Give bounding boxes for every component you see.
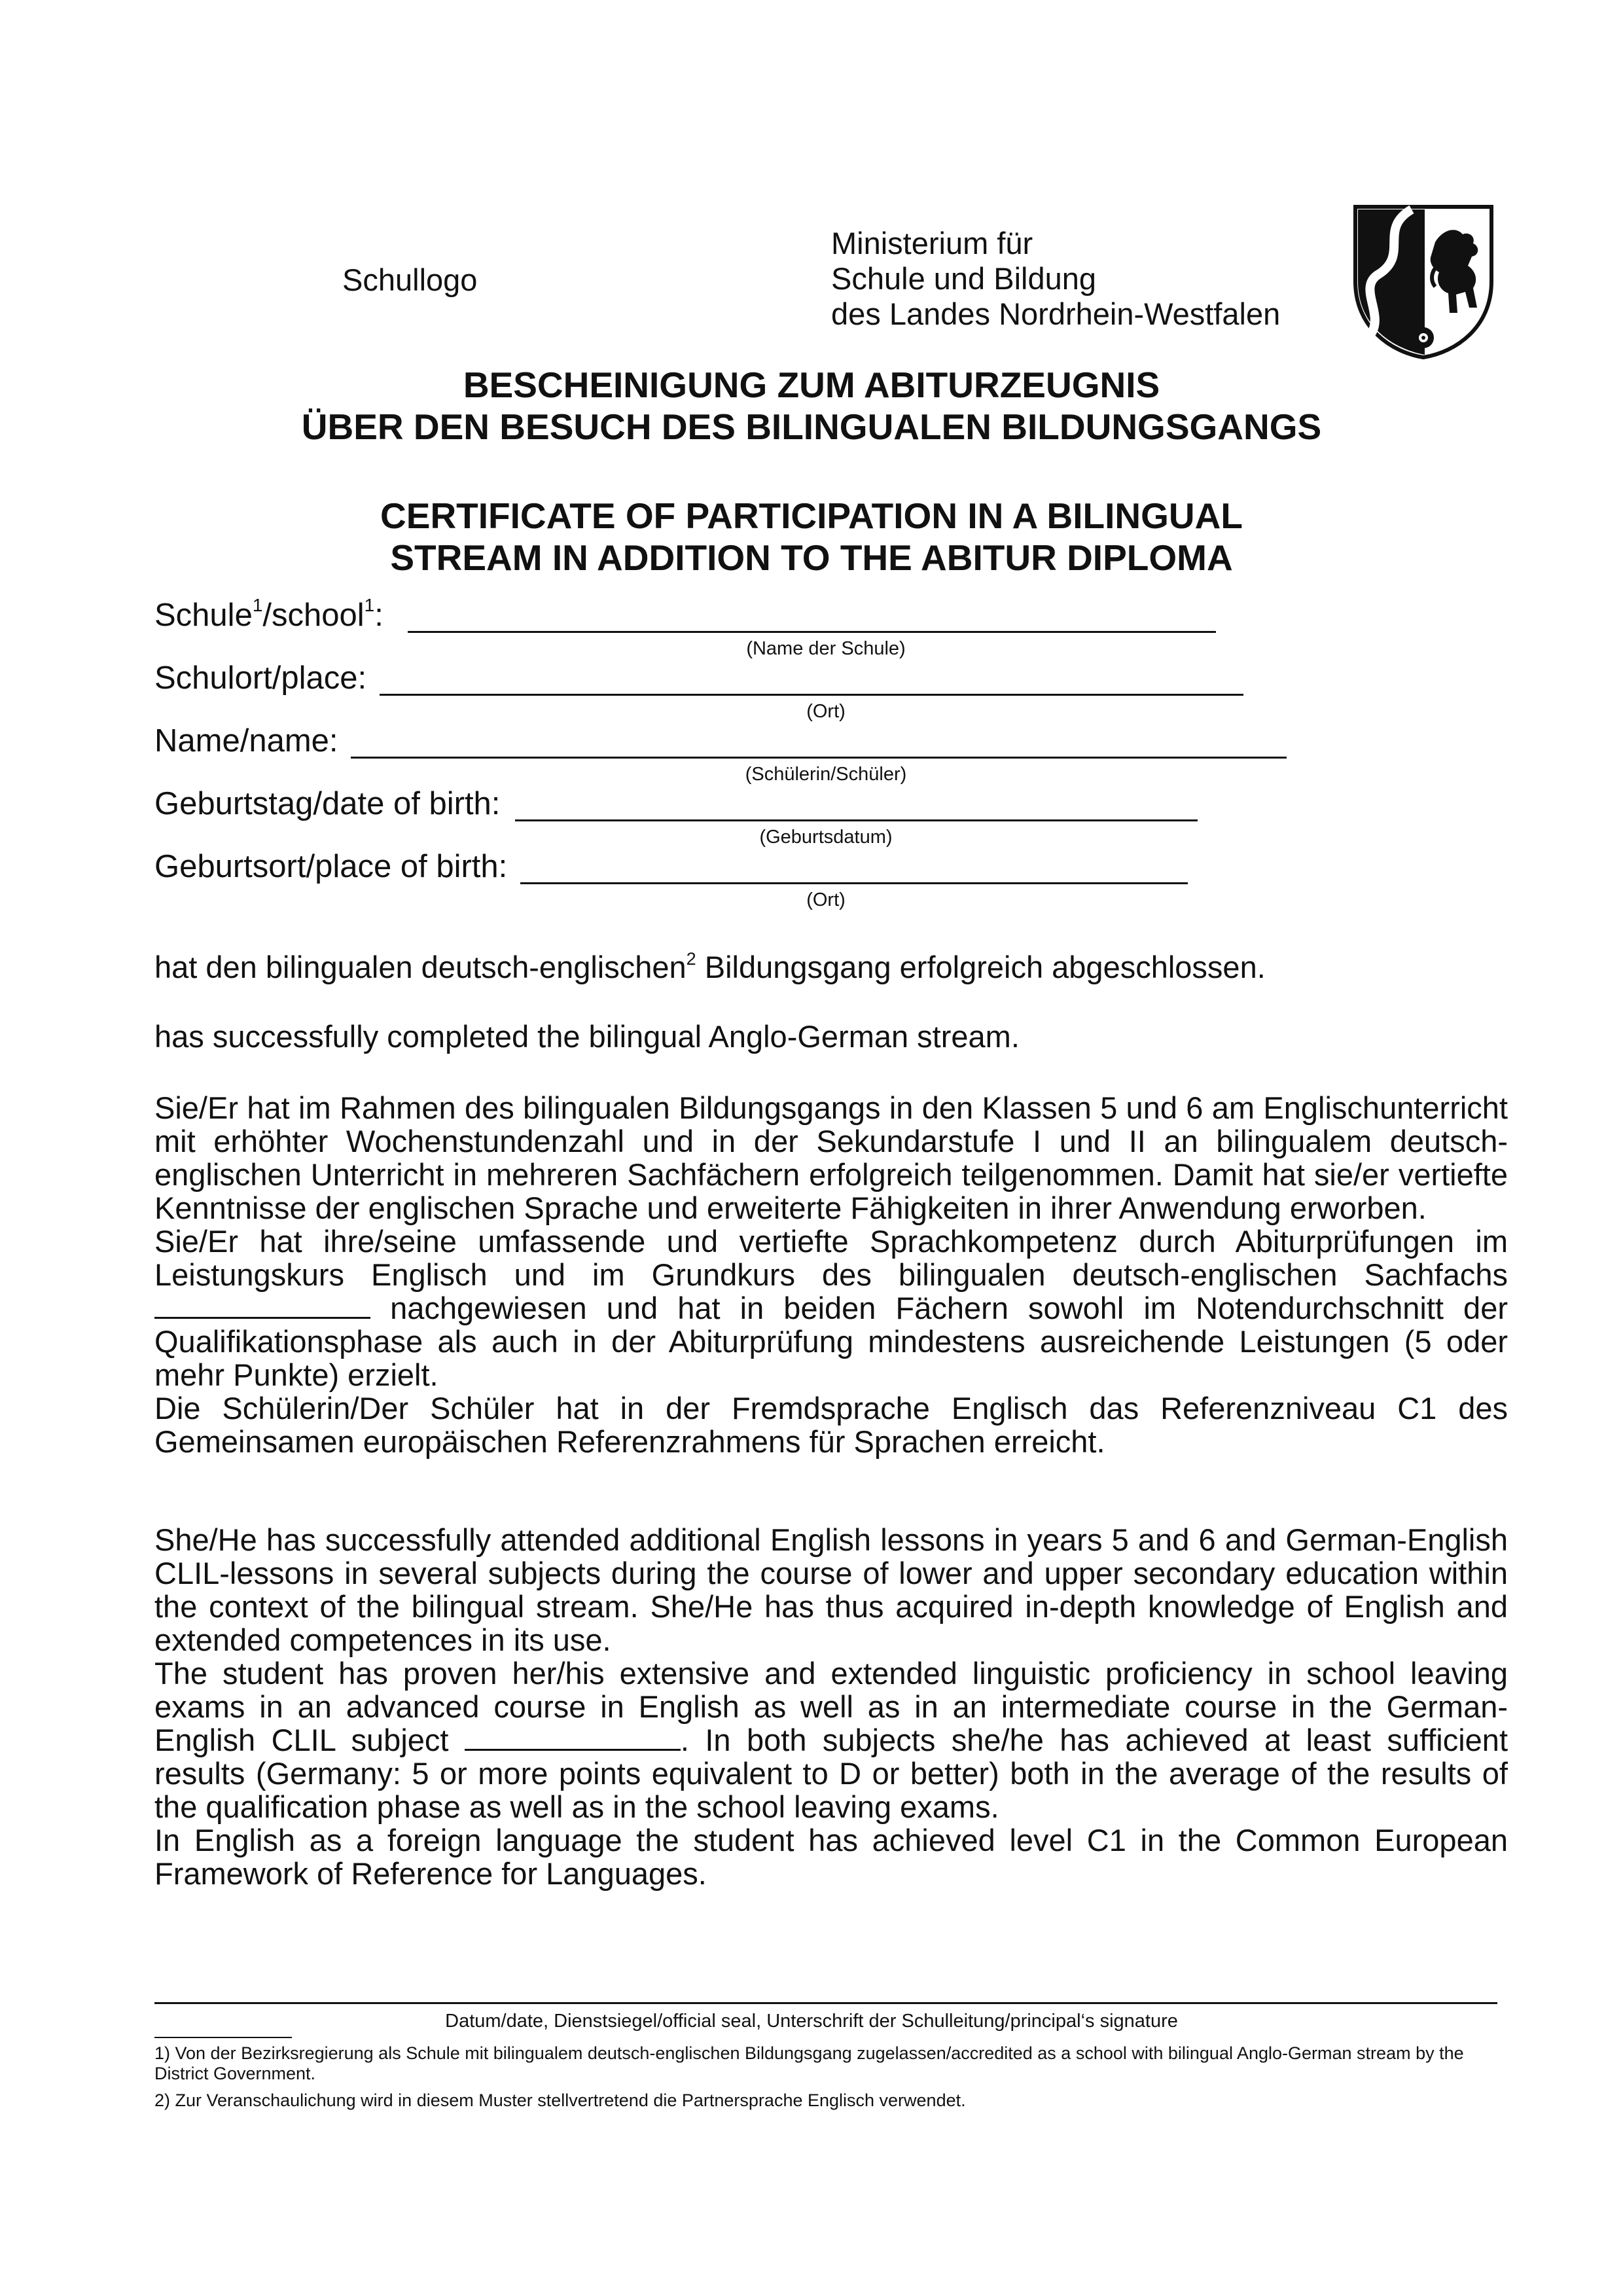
paragraph: She/He has successfully attended additional English lessons in years 5 and 6 and German-English CLIL-lessons in several subjects during the course of lower and upper secondary education within the context of the bilingual stream. She/He has thus acquired in-depth knowledge of English and extended competences in its use. (154, 1522, 1508, 1657)
title-line: BESCHEINIGUNG ZUM ABITURZEUGNIS (463, 365, 1160, 405)
paragraph: In English as a foreign language the student has achieved level C1 in the Common European Framework of Reference for Languages. (154, 1823, 1508, 1891)
paragraph-text: . In both subjects she/he has achieved at least sufficient results (Germany: 5 or more points equivalent to D or better) both in the average of the results of the qualification phase as well as in the school leaving exams. (154, 1723, 1508, 1824)
place-input-line[interactable] (380, 694, 1243, 696)
paragraph-text: nachgewiesen und hat in beiden Fächern sowohl im Notendurchschnitt der Qualifikationsphase als auch in der Abiturprüfung mindestens ausreichende Leistungen (5 oder mehr Punkte) erzielt. (154, 1291, 1508, 1392)
label-part: Schule (154, 598, 253, 633)
name-input-line[interactable] (351, 757, 1287, 759)
pob-field-label: Geburtsort/place of birth: (154, 849, 508, 884)
label-part: /school (262, 598, 365, 633)
footnote-ref: 2 (686, 949, 696, 969)
pob-caption: (Ort) (806, 889, 846, 910)
dob-caption: (Geburtsdatum) (759, 827, 893, 848)
paragraph: Die Schülerin/Der Schüler hat in der Fremdsprache Englisch das Referenzniveau C1 des Gemeinsamen europäischen Referenzrahmens für Sprachen erreicht. (154, 1391, 1508, 1459)
statement-text: Bildungsgang erfolgreich abgeschlossen. (696, 950, 1266, 984)
paragraph (154, 1657, 1508, 1823)
title-german (0, 364, 1623, 448)
ministry-name (831, 226, 1280, 332)
title-line: STREAM IN ADDITION TO THE ABITUR DIPLOMA (390, 537, 1233, 578)
statement-english: has successfully completed the bilingual Anglo-German stream. (154, 1019, 1020, 1054)
footnote-ref: 1 (364, 595, 375, 615)
school-logo-placeholder: Schullogo (342, 262, 478, 297)
place-field-label: Schulort/place: (154, 660, 367, 696)
signature-caption: Datum/date, Dienstsiegel/official seal, Unterschrift der Schulleitung/principal‘s signature (445, 2011, 1178, 2032)
title-line: ÜBER DEN BESUCH DES BILINGUALEN BILDUNGSGANGS (301, 406, 1322, 447)
footnote: 1) Von der Bezirksregierung als Schule mit bilingualem deutsch-englischen Bildungsgang zugelassen/accredited as a school with bilingual Anglo-German stream by the District Government. (154, 2043, 1464, 2083)
paragraph (154, 1225, 1508, 1391)
footnote-divider (154, 2037, 292, 2038)
ministry-line: des Landes Nordrhein-Westfalen (831, 296, 1281, 331)
school-field-label (154, 597, 383, 634)
pob-input-line[interactable] (520, 882, 1188, 884)
name-field-label: Name/name: (154, 723, 338, 759)
title-line: CERTIFICATE OF PARTICIPATION IN A BILINGUAL (380, 495, 1243, 536)
footnote-ref: 1 (252, 595, 263, 615)
footnotes (154, 2043, 1496, 2117)
footnote: 2) Zur Veranschaulichung wird in diesem Muster stellvertretend die Partnersprache Englisch verwendet. (154, 2090, 966, 2110)
ministry-line: Ministerium für (831, 226, 1033, 260)
place-caption: (Ort) (806, 701, 846, 722)
label-part: : (374, 598, 383, 633)
paragraph-text: The student has proven her/his extensive and extended linguistic proficiency in school leaving exams in an advanced course in English as well as in an intermediate course in the German-English CLIL subject (154, 1656, 1508, 1757)
paragraph-text: Sie/Er hat ihre/seine umfassende und vertiefte Sprachkompetenz durch Abiturprüfungen im Leistungskurs Englisch und im Grundkurs des bilingualen deutsch-englischen Sachfachs (154, 1224, 1508, 1292)
title-english (0, 495, 1623, 579)
dob-field-label: Geburtstag/date of birth: (154, 786, 501, 821)
ministry-line: Schule und Bildung (831, 261, 1097, 296)
name-caption: (Schülerin/Schüler) (745, 764, 907, 785)
body-english (154, 1523, 1508, 1890)
school-input-line[interactable] (408, 631, 1216, 633)
statement-text: hat den bilingualen deutsch-englischen (154, 950, 687, 984)
school-caption: (Name der Schule) (746, 638, 906, 659)
body-german (154, 1091, 1508, 1458)
statement-german (154, 949, 1266, 985)
subject-blank-en[interactable] (465, 1724, 681, 1751)
signature-line[interactable] (154, 2002, 1497, 2004)
nrw-coat-of-arms-icon (1351, 203, 1495, 360)
paragraph: Sie/Er hat im Rahmen des bilingualen Bildungsgangs in den Klassen 5 und 6 am Englischunterricht mit erhöhter Wochenstundenzahl und in der Sekundarstufe I und II an bilingualem deutsch-englischen Unterricht in mehreren Sachfächern erfolgreich teilgenommen. Damit hat sie/er vertiefte Kenntnisse der englischen Sprache und erweiterte Fähigkeiten in ihrer Anwendung erworben. (154, 1090, 1508, 1225)
dob-input-line[interactable] (515, 819, 1198, 821)
subject-blank-de[interactable] (154, 1292, 370, 1319)
